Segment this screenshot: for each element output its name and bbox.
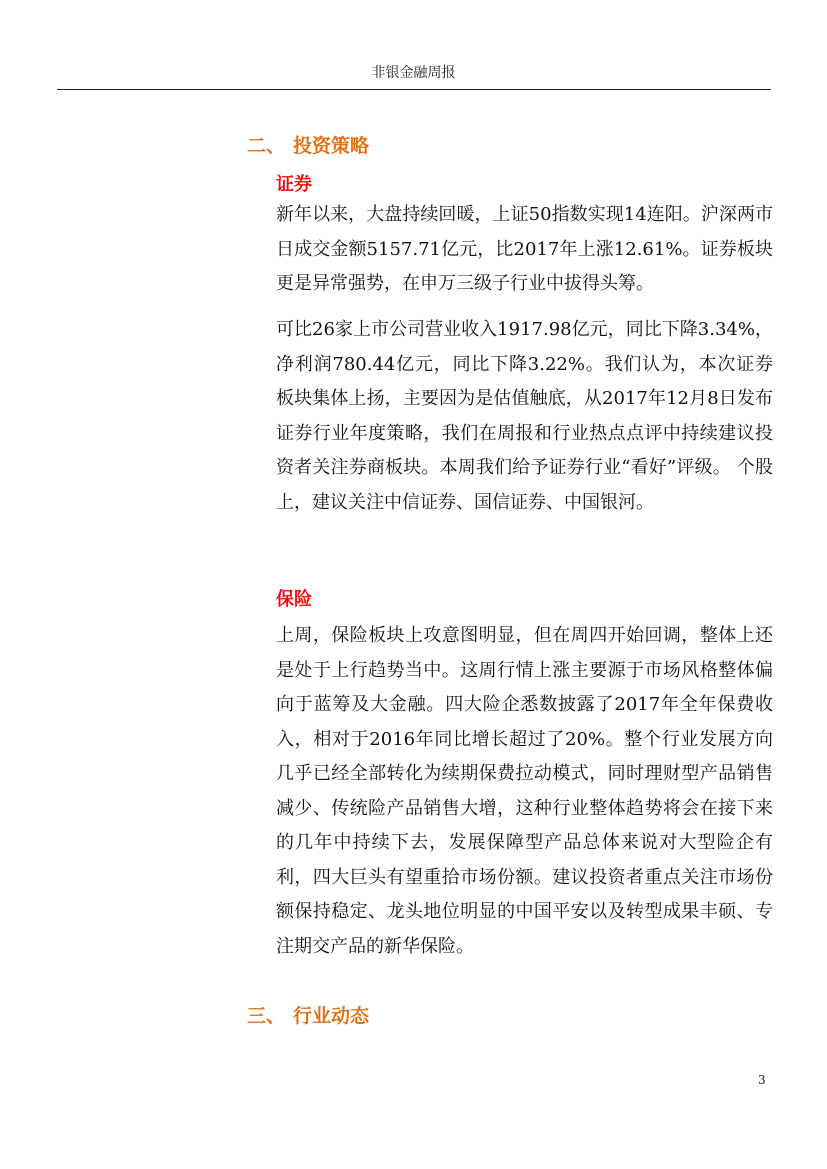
section-number: 三、 xyxy=(247,1005,286,1027)
paragraph-insurance: 上周，保险板块上攻意图明显，但在周四开始回调，整体上还是处于上行趋势当中。这周行情上涨主要源于市场风格整体偏向于蓝筹及大金融。四大险企悉数披露了2017年全年保费收入，相对于2016年同比增长超过了20%。整个行业发展方向几乎已经全部转化为续期保费拉动模式，同时理财型产品销售减少、传统险产品销售大增，这种行业整体趋势将会在接下来的几年中持续下去，发展保障型产品总体来说对大型险企有利，四大巨头有望重拾市场份额。建议投资者重点关注市场份额保持稳定、龙头地位明显的中国平安以及转型成果丰硕、专注期交产品的新华保险。 xyxy=(276,625,773,957)
subheading-securities: 证券 xyxy=(276,174,312,195)
section-heading-industry-news xyxy=(247,1001,369,1028)
section-title: 投资策略 xyxy=(293,135,370,157)
page-number: 3 xyxy=(758,1073,766,1087)
subheading-insurance: 保险 xyxy=(276,589,312,610)
section-number: 二、 xyxy=(247,135,286,157)
section-title: 行业动态 xyxy=(293,1005,370,1027)
header-divider xyxy=(57,89,771,90)
running-header: 非银金融周报 xyxy=(371,65,456,81)
paragraph-securities-1: 新年以来，大盘持续回暖，上证50指数实现14连阳。沪深两市日成交金额5157.71亿元，比2017年上涨12.61%。证券板块更是异常强势，在申万三级子行业中拔得头筹。 xyxy=(276,204,773,294)
section-heading-investment-strategy xyxy=(247,131,369,158)
paragraph-securities-2: 可比26家上市公司营业收入1917.98亿元，同比下降3.34%，净利润780.44亿元，同比下降3.22%。我们认为，本次证券板块集体上扬，主要因为是估值触底，从2017年12月8日发布证券行业年度策略，我们在周报和行业热点点评中持续建议投资者关注券商板块。本周我们给予证券行业“看好”评级。 个股上，建议关注中信证券、国信证券、中国银河。 xyxy=(276,319,773,513)
